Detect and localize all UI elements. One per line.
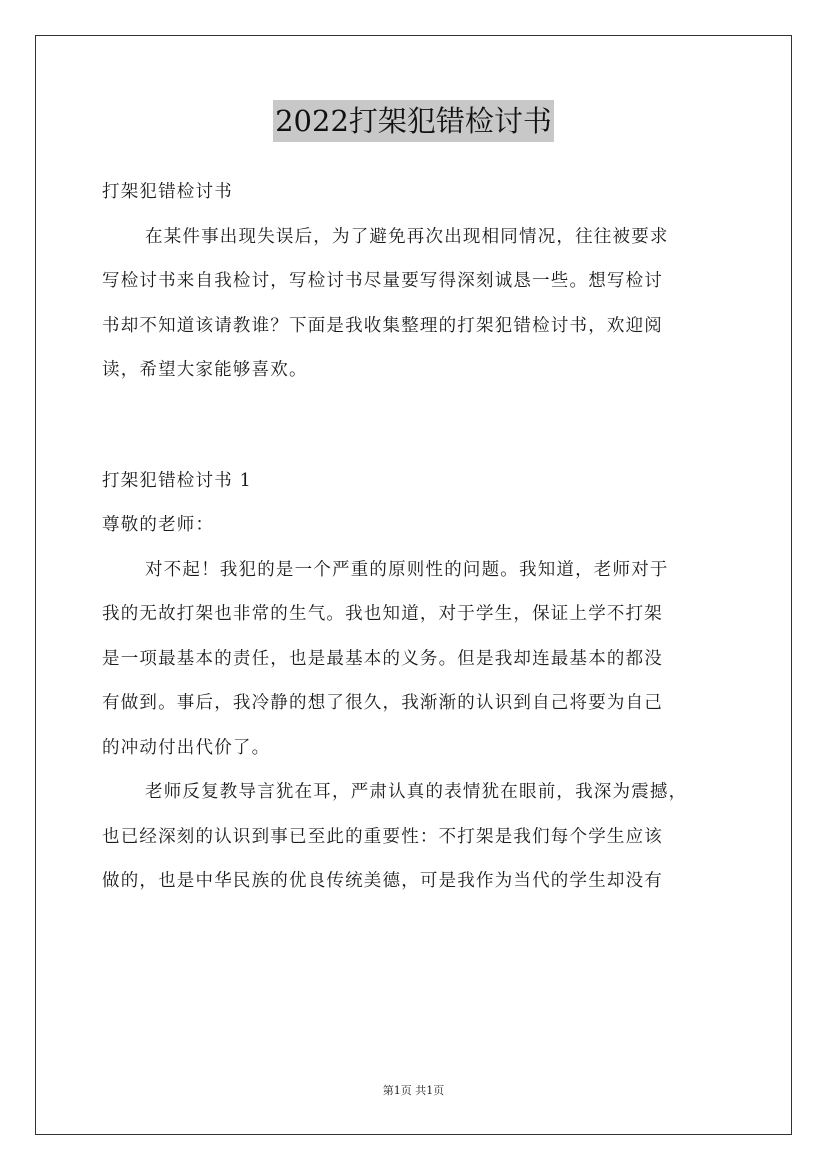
paragraph2-line: 老师反复教导言犹在耳，严肃认真的表情犹在眼前，我深为震撼， <box>145 782 688 802</box>
intro-line: 写检讨书来自我检讨，写检讨书尽量要写得深刻诚恳一些。想写检讨 <box>102 271 663 291</box>
document-heading: 打架犯错检讨书 <box>102 182 233 202</box>
paragraph1-line: 是一项最基本的责任，也是最基本的义务。但是我却连最基本的都没 <box>102 648 663 669</box>
paragraph1-line: 我的无故打架也非常的生气。我也知道，对于学生，保证上学不打架 <box>102 604 663 624</box>
page-number-label: 第1页 共1页 <box>382 1084 445 1097</box>
title-area <box>0 100 827 142</box>
paragraph2-line: 做的，也是中华民族的优良传统美德，可是我作为当代的学生却没有 <box>102 871 663 891</box>
document-body <box>102 170 732 904</box>
intro-line: 书却不知道该请教谁？下面是我收集整理的打架犯错检讨书，欢迎阅 <box>102 315 663 336</box>
paragraph1-line: 有做到。事后，我冷静的想了很久，我渐渐的认识到自己将要为自己 <box>102 693 663 713</box>
salutation: 尊敬的老师： <box>102 515 215 535</box>
page-footer <box>0 1082 827 1098</box>
paragraph1-line: 的冲动付出代价了。 <box>102 737 271 758</box>
intro-line: 读，希望大家能够喜欢。 <box>102 360 308 380</box>
paragraph2-line: 也已经深刻的认识到事已至此的重要性：不打架是我们每个学生应该 <box>102 826 663 847</box>
section-title: 打架犯错检讨书 1 <box>102 470 252 491</box>
section-gap <box>102 393 732 459</box>
intro-line: 在某件事出现失误后，为了避免再次出现相同情况，往往被要求 <box>145 226 669 247</box>
paragraph1-line: 对不起！我犯的是一个严重的原则性的问题。我知道，老师对于 <box>145 559 669 580</box>
document-title: 2022打架犯错检讨书 <box>273 100 554 142</box>
